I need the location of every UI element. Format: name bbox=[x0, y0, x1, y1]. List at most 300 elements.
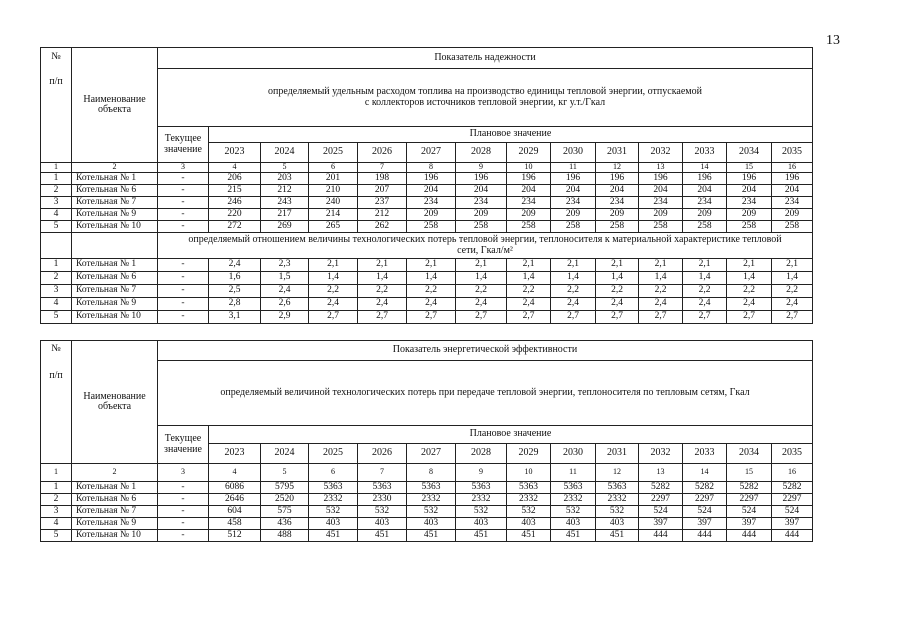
planned-value: 2332 bbox=[407, 494, 456, 506]
planned-value: 258 bbox=[772, 221, 813, 233]
planned-value: 2,2 bbox=[407, 285, 456, 298]
current-value: - bbox=[158, 518, 209, 530]
planned-value: 2297 bbox=[639, 494, 683, 506]
planned-value: 2332 bbox=[551, 494, 596, 506]
year-header: 2025 bbox=[309, 444, 358, 464]
row-number: 5 bbox=[41, 311, 72, 324]
planned-value: 204 bbox=[596, 185, 639, 197]
planned-value: 198 bbox=[358, 173, 407, 185]
planned-value: 1,4 bbox=[507, 272, 551, 285]
planned-value: 397 bbox=[727, 518, 772, 530]
object-name-header: Наименование объекта bbox=[72, 48, 158, 163]
planned-value: 2,4 bbox=[551, 298, 596, 311]
column-number: 4 bbox=[209, 163, 261, 173]
column-number: 11 bbox=[551, 163, 596, 173]
planned-value: 269 bbox=[261, 221, 309, 233]
column-number: 5 bbox=[261, 464, 309, 482]
object-name: Котельная № 10 bbox=[72, 221, 158, 233]
column-number: 3 bbox=[158, 163, 209, 173]
planned-value: 444 bbox=[639, 530, 683, 542]
column-number: 15 bbox=[727, 464, 772, 482]
table2-title: Показатель энергетической эффективности bbox=[158, 341, 813, 361]
planned-value: 196 bbox=[456, 173, 507, 185]
planned-value: 451 bbox=[309, 530, 358, 542]
table-row bbox=[41, 518, 813, 530]
planned-value: 2,2 bbox=[683, 285, 727, 298]
planned-value: 204 bbox=[456, 185, 507, 197]
pp-label: п/п bbox=[49, 369, 63, 381]
planned-value: 1,4 bbox=[639, 272, 683, 285]
planned-value: 2,4 bbox=[596, 298, 639, 311]
current-value: - bbox=[158, 494, 209, 506]
planned-value: 2,9 bbox=[261, 311, 309, 324]
planned-value: 5363 bbox=[358, 482, 407, 494]
column-number: 7 bbox=[358, 163, 407, 173]
planned-value: 2,8 bbox=[209, 298, 261, 311]
object-name: Котельная № 6 bbox=[72, 185, 158, 197]
table2-subtitle: определяемый величиной технологических потерь при передаче тепловой энергии, теплоносителя по тепловым сетям, Гкал bbox=[158, 361, 813, 426]
year-header: 2033 bbox=[683, 444, 727, 464]
planned-value: 532 bbox=[507, 506, 551, 518]
planned-value: 258 bbox=[551, 221, 596, 233]
current-value: - bbox=[158, 311, 209, 324]
planned-value: 488 bbox=[261, 530, 309, 542]
planned-value: 240 bbox=[309, 197, 358, 209]
planned-value: 5282 bbox=[683, 482, 727, 494]
column-number: 3 bbox=[158, 464, 209, 482]
row-number: 3 bbox=[41, 197, 72, 209]
planned-value: 403 bbox=[596, 518, 639, 530]
blank-cell bbox=[41, 233, 72, 259]
current-value: - bbox=[158, 173, 209, 185]
planned-value: 246 bbox=[209, 197, 261, 209]
planned-value: 234 bbox=[596, 197, 639, 209]
planned-value: 2330 bbox=[358, 494, 407, 506]
current-value: - bbox=[158, 209, 209, 221]
planned-value: 2332 bbox=[309, 494, 358, 506]
table-row bbox=[41, 173, 813, 185]
planned-value: 2,1 bbox=[727, 259, 772, 272]
planned-value: 1,5 bbox=[261, 272, 309, 285]
planned-value: 532 bbox=[596, 506, 639, 518]
planned-value: 209 bbox=[407, 209, 456, 221]
planned-value: 2,7 bbox=[551, 311, 596, 324]
current-value: - bbox=[158, 259, 209, 272]
planned-value: 2,4 bbox=[407, 298, 456, 311]
planned-value: 201 bbox=[309, 173, 358, 185]
planned-value: 451 bbox=[596, 530, 639, 542]
planned-value: 1,6 bbox=[209, 272, 261, 285]
column-number: 4 bbox=[209, 464, 261, 482]
row-number: 2 bbox=[41, 185, 72, 197]
object-name: Котельная № 9 bbox=[72, 518, 158, 530]
planned-value: 2,1 bbox=[596, 259, 639, 272]
year-header: 2026 bbox=[358, 444, 407, 464]
table-row bbox=[41, 298, 813, 311]
planned-value: 204 bbox=[683, 185, 727, 197]
year-header: 2029 bbox=[507, 143, 551, 163]
column-number: 16 bbox=[772, 163, 813, 173]
planned-value: 207 bbox=[358, 185, 407, 197]
planned-value: 2,7 bbox=[596, 311, 639, 324]
row-number: 5 bbox=[41, 530, 72, 542]
column-number: 12 bbox=[596, 163, 639, 173]
planned-value: 2,6 bbox=[261, 298, 309, 311]
planned-value: 2297 bbox=[772, 494, 813, 506]
planned-value: 524 bbox=[639, 506, 683, 518]
planned-value: 196 bbox=[551, 173, 596, 185]
table-row bbox=[41, 197, 813, 209]
planned-value: 204 bbox=[407, 185, 456, 197]
num-label: № bbox=[51, 51, 61, 62]
planned-value: 397 bbox=[683, 518, 727, 530]
planned-value: 2,7 bbox=[507, 311, 551, 324]
planned-value: 1,4 bbox=[456, 272, 507, 285]
planned-value: 262 bbox=[358, 221, 407, 233]
row-number: 5 bbox=[41, 221, 72, 233]
table-row bbox=[41, 506, 813, 518]
planned-value: 2,4 bbox=[456, 298, 507, 311]
object-name: Котельная № 10 bbox=[72, 530, 158, 542]
planned-value: 5795 bbox=[261, 482, 309, 494]
planned-value: 265 bbox=[309, 221, 358, 233]
planned-value: 1,4 bbox=[407, 272, 456, 285]
column-number: 2 bbox=[72, 464, 158, 482]
planned-value: 403 bbox=[407, 518, 456, 530]
planned-value: 204 bbox=[551, 185, 596, 197]
planned-value: 2,1 bbox=[456, 259, 507, 272]
planned-value: 2297 bbox=[683, 494, 727, 506]
year-header: 2031 bbox=[596, 143, 639, 163]
planned-value: 2,2 bbox=[551, 285, 596, 298]
planned-value: 1,4 bbox=[772, 272, 813, 285]
planned-value: 2646 bbox=[209, 494, 261, 506]
planned-value: 5282 bbox=[639, 482, 683, 494]
column-number: 7 bbox=[358, 464, 407, 482]
object-name: Котельная № 9 bbox=[72, 298, 158, 311]
year-header: 2024 bbox=[261, 444, 309, 464]
planned-value: 2,2 bbox=[772, 285, 813, 298]
planned-value: 403 bbox=[507, 518, 551, 530]
planned-value: 2,2 bbox=[727, 285, 772, 298]
num-header bbox=[41, 341, 72, 464]
planned-value: 2,2 bbox=[639, 285, 683, 298]
object-name: Котельная № 1 bbox=[72, 259, 158, 272]
object-name: Котельная № 6 bbox=[72, 494, 158, 506]
planned-value: 258 bbox=[456, 221, 507, 233]
planned-value: 2,3 bbox=[261, 259, 309, 272]
year-header: 2028 bbox=[456, 143, 507, 163]
planned-value: 258 bbox=[639, 221, 683, 233]
year-header: 2035 bbox=[772, 143, 813, 163]
planned-value: 215 bbox=[209, 185, 261, 197]
planned-value: 2,4 bbox=[727, 298, 772, 311]
planned-value: 5363 bbox=[596, 482, 639, 494]
year-header: 2030 bbox=[551, 444, 596, 464]
object-name: Котельная № 7 bbox=[72, 285, 158, 298]
planned-value: 234 bbox=[407, 197, 456, 209]
planned-value: 2,4 bbox=[639, 298, 683, 311]
object-name: Котельная № 1 bbox=[72, 173, 158, 185]
planned-value: 5363 bbox=[407, 482, 456, 494]
table-row bbox=[41, 311, 813, 324]
planned-value: 524 bbox=[727, 506, 772, 518]
row-number: 2 bbox=[41, 272, 72, 285]
planned-value-header: Плановое значение bbox=[209, 127, 813, 143]
column-number: 14 bbox=[683, 464, 727, 482]
planned-value: 524 bbox=[772, 506, 813, 518]
table1-title: Показатель надежности bbox=[158, 48, 813, 69]
column-number: 9 bbox=[456, 464, 507, 482]
column-number: 8 bbox=[407, 163, 456, 173]
planned-value: 2,2 bbox=[456, 285, 507, 298]
planned-value: 2,7 bbox=[358, 311, 407, 324]
planned-value: 458 bbox=[209, 518, 261, 530]
planned-value: 2,2 bbox=[507, 285, 551, 298]
planned-value: 210 bbox=[309, 185, 358, 197]
planned-value: 5363 bbox=[456, 482, 507, 494]
planned-value: 2,7 bbox=[309, 311, 358, 324]
current-value-header: Текущее значение bbox=[158, 127, 209, 163]
pp-label: п/п bbox=[49, 75, 63, 87]
object-name: Котельная № 1 bbox=[72, 482, 158, 494]
planned-value: 196 bbox=[639, 173, 683, 185]
planned-value: 2520 bbox=[261, 494, 309, 506]
table-row bbox=[41, 482, 813, 494]
energy-efficiency-table bbox=[40, 340, 813, 542]
current-value: - bbox=[158, 197, 209, 209]
planned-value: 5282 bbox=[727, 482, 772, 494]
planned-value: 1,4 bbox=[551, 272, 596, 285]
table-row bbox=[41, 285, 813, 298]
table-row bbox=[41, 530, 813, 542]
planned-value: 258 bbox=[507, 221, 551, 233]
year-header: 2034 bbox=[727, 143, 772, 163]
table-row bbox=[41, 185, 813, 197]
object-name-header: Наименование объекта bbox=[72, 341, 158, 464]
planned-value: 209 bbox=[507, 209, 551, 221]
planned-value: 532 bbox=[309, 506, 358, 518]
planned-value: 1,4 bbox=[309, 272, 358, 285]
column-number: 12 bbox=[596, 464, 639, 482]
planned-value: 217 bbox=[261, 209, 309, 221]
planned-value: 444 bbox=[772, 530, 813, 542]
planned-value: 2,2 bbox=[309, 285, 358, 298]
current-value-header: Текущее значение bbox=[158, 426, 209, 464]
table-row bbox=[41, 221, 813, 233]
planned-value: 524 bbox=[683, 506, 727, 518]
row-number: 1 bbox=[41, 259, 72, 272]
reliability-table bbox=[40, 47, 813, 324]
year-header: 2027 bbox=[407, 143, 456, 163]
planned-value: 206 bbox=[209, 173, 261, 185]
planned-value: 532 bbox=[456, 506, 507, 518]
planned-value: 234 bbox=[727, 197, 772, 209]
planned-value: 237 bbox=[358, 197, 407, 209]
planned-value: 2,1 bbox=[358, 259, 407, 272]
blank-cell bbox=[72, 233, 158, 259]
planned-value: 196 bbox=[772, 173, 813, 185]
planned-value: 451 bbox=[507, 530, 551, 542]
current-value: - bbox=[158, 185, 209, 197]
planned-value: 196 bbox=[596, 173, 639, 185]
planned-value: 532 bbox=[551, 506, 596, 518]
planned-value: 6086 bbox=[209, 482, 261, 494]
planned-value: 2,7 bbox=[683, 311, 727, 324]
planned-value: 2,1 bbox=[683, 259, 727, 272]
planned-value: 204 bbox=[772, 185, 813, 197]
planned-value: 2,4 bbox=[358, 298, 407, 311]
planned-value: 234 bbox=[551, 197, 596, 209]
year-header: 2032 bbox=[639, 143, 683, 163]
object-name: Котельная № 6 bbox=[72, 272, 158, 285]
row-number: 3 bbox=[41, 506, 72, 518]
planned-value: 196 bbox=[507, 173, 551, 185]
object-name: Котельная № 9 bbox=[72, 209, 158, 221]
row-number: 4 bbox=[41, 209, 72, 221]
planned-value: 5363 bbox=[309, 482, 358, 494]
column-number: 11 bbox=[551, 464, 596, 482]
table-row bbox=[41, 494, 813, 506]
object-name: Котельная № 10 bbox=[72, 311, 158, 324]
column-number: 13 bbox=[639, 163, 683, 173]
year-header: 2030 bbox=[551, 143, 596, 163]
planned-value: 234 bbox=[639, 197, 683, 209]
column-number: 1 bbox=[41, 163, 72, 173]
planned-value: 5363 bbox=[551, 482, 596, 494]
planned-value: 204 bbox=[727, 185, 772, 197]
current-value: - bbox=[158, 221, 209, 233]
row-number: 4 bbox=[41, 518, 72, 530]
year-header: 2023 bbox=[209, 444, 261, 464]
year-header: 2028 bbox=[456, 444, 507, 464]
planned-value: 451 bbox=[358, 530, 407, 542]
object-name: Котельная № 7 bbox=[72, 197, 158, 209]
planned-value: 204 bbox=[639, 185, 683, 197]
planned-value: 204 bbox=[507, 185, 551, 197]
current-value: - bbox=[158, 506, 209, 518]
num-label: № bbox=[51, 343, 61, 354]
planned-value: 258 bbox=[727, 221, 772, 233]
planned-value: 214 bbox=[309, 209, 358, 221]
column-number: 10 bbox=[507, 163, 551, 173]
column-number: 6 bbox=[309, 464, 358, 482]
planned-value: 272 bbox=[209, 221, 261, 233]
planned-value: 196 bbox=[407, 173, 456, 185]
planned-value: 2332 bbox=[596, 494, 639, 506]
column-number: 6 bbox=[309, 163, 358, 173]
row-number: 4 bbox=[41, 298, 72, 311]
column-number: 2 bbox=[72, 163, 158, 173]
planned-value: 451 bbox=[456, 530, 507, 542]
planned-value: 2,7 bbox=[639, 311, 683, 324]
planned-value: 2,7 bbox=[407, 311, 456, 324]
planned-value: 2,2 bbox=[358, 285, 407, 298]
column-number: 15 bbox=[727, 163, 772, 173]
page-number: 13 bbox=[826, 33, 840, 48]
table1-subtitle: определяемый удельным расходом топлива на производство единицы тепловой энергии, отпускаемой с коллекторов источников тепловой энергии, кг у.т./Гкал bbox=[158, 69, 813, 127]
column-number: 14 bbox=[683, 163, 727, 173]
planned-value: 2,7 bbox=[456, 311, 507, 324]
current-value: - bbox=[158, 298, 209, 311]
planned-value: 2,4 bbox=[683, 298, 727, 311]
planned-value: 2,4 bbox=[261, 285, 309, 298]
planned-value: 397 bbox=[639, 518, 683, 530]
planned-value: 2332 bbox=[507, 494, 551, 506]
planned-value: 1,4 bbox=[727, 272, 772, 285]
planned-value: 1,4 bbox=[358, 272, 407, 285]
planned-value: 451 bbox=[407, 530, 456, 542]
planned-value: 196 bbox=[727, 173, 772, 185]
planned-value: 2,1 bbox=[507, 259, 551, 272]
planned-value: 2,1 bbox=[309, 259, 358, 272]
column-number: 16 bbox=[772, 464, 813, 482]
planned-value: 512 bbox=[209, 530, 261, 542]
planned-value: 1,4 bbox=[596, 272, 639, 285]
table1-subtitle2: определяемый отношением величины технологических потерь тепловой энергии, теплоносителя к материальной характеристике тепловой сети, Гкал/м² bbox=[158, 233, 813, 259]
current-value: - bbox=[158, 272, 209, 285]
year-header: 2031 bbox=[596, 444, 639, 464]
object-name: Котельная № 7 bbox=[72, 506, 158, 518]
planned-value: 209 bbox=[551, 209, 596, 221]
planned-value: 444 bbox=[727, 530, 772, 542]
planned-value: 258 bbox=[407, 221, 456, 233]
planned-value: 3,1 bbox=[209, 311, 261, 324]
planned-value: 2,1 bbox=[772, 259, 813, 272]
num-header bbox=[41, 48, 72, 163]
planned-value: 2,2 bbox=[596, 285, 639, 298]
column-number: 13 bbox=[639, 464, 683, 482]
planned-value: 2,7 bbox=[727, 311, 772, 324]
planned-value: 209 bbox=[683, 209, 727, 221]
planned-value: 436 bbox=[261, 518, 309, 530]
planned-value-header: Плановое значение bbox=[209, 426, 813, 444]
column-number: 1 bbox=[41, 464, 72, 482]
planned-value: 2,4 bbox=[309, 298, 358, 311]
planned-value: 2,4 bbox=[209, 259, 261, 272]
column-number: 10 bbox=[507, 464, 551, 482]
planned-value: 212 bbox=[358, 209, 407, 221]
planned-value: 397 bbox=[772, 518, 813, 530]
planned-value: 2,4 bbox=[507, 298, 551, 311]
planned-value: 403 bbox=[309, 518, 358, 530]
row-number: 3 bbox=[41, 285, 72, 298]
year-header: 2029 bbox=[507, 444, 551, 464]
planned-value: 209 bbox=[727, 209, 772, 221]
planned-value: 403 bbox=[456, 518, 507, 530]
planned-value: 403 bbox=[551, 518, 596, 530]
row-number: 2 bbox=[41, 494, 72, 506]
planned-value: 1,4 bbox=[683, 272, 727, 285]
planned-value: 2,1 bbox=[551, 259, 596, 272]
year-header: 2032 bbox=[639, 444, 683, 464]
planned-value: 575 bbox=[261, 506, 309, 518]
planned-value: 2297 bbox=[727, 494, 772, 506]
planned-value: 5363 bbox=[507, 482, 551, 494]
planned-value: 2332 bbox=[456, 494, 507, 506]
year-header: 2026 bbox=[358, 143, 407, 163]
column-number: 9 bbox=[456, 163, 507, 173]
year-header: 2024 bbox=[261, 143, 309, 163]
current-value: - bbox=[158, 530, 209, 542]
planned-value: 2,1 bbox=[639, 259, 683, 272]
planned-value: 5282 bbox=[772, 482, 813, 494]
planned-value: 234 bbox=[507, 197, 551, 209]
planned-value: 196 bbox=[683, 173, 727, 185]
year-header: 2023 bbox=[209, 143, 261, 163]
table-row bbox=[41, 259, 813, 272]
planned-value: 2,1 bbox=[407, 259, 456, 272]
